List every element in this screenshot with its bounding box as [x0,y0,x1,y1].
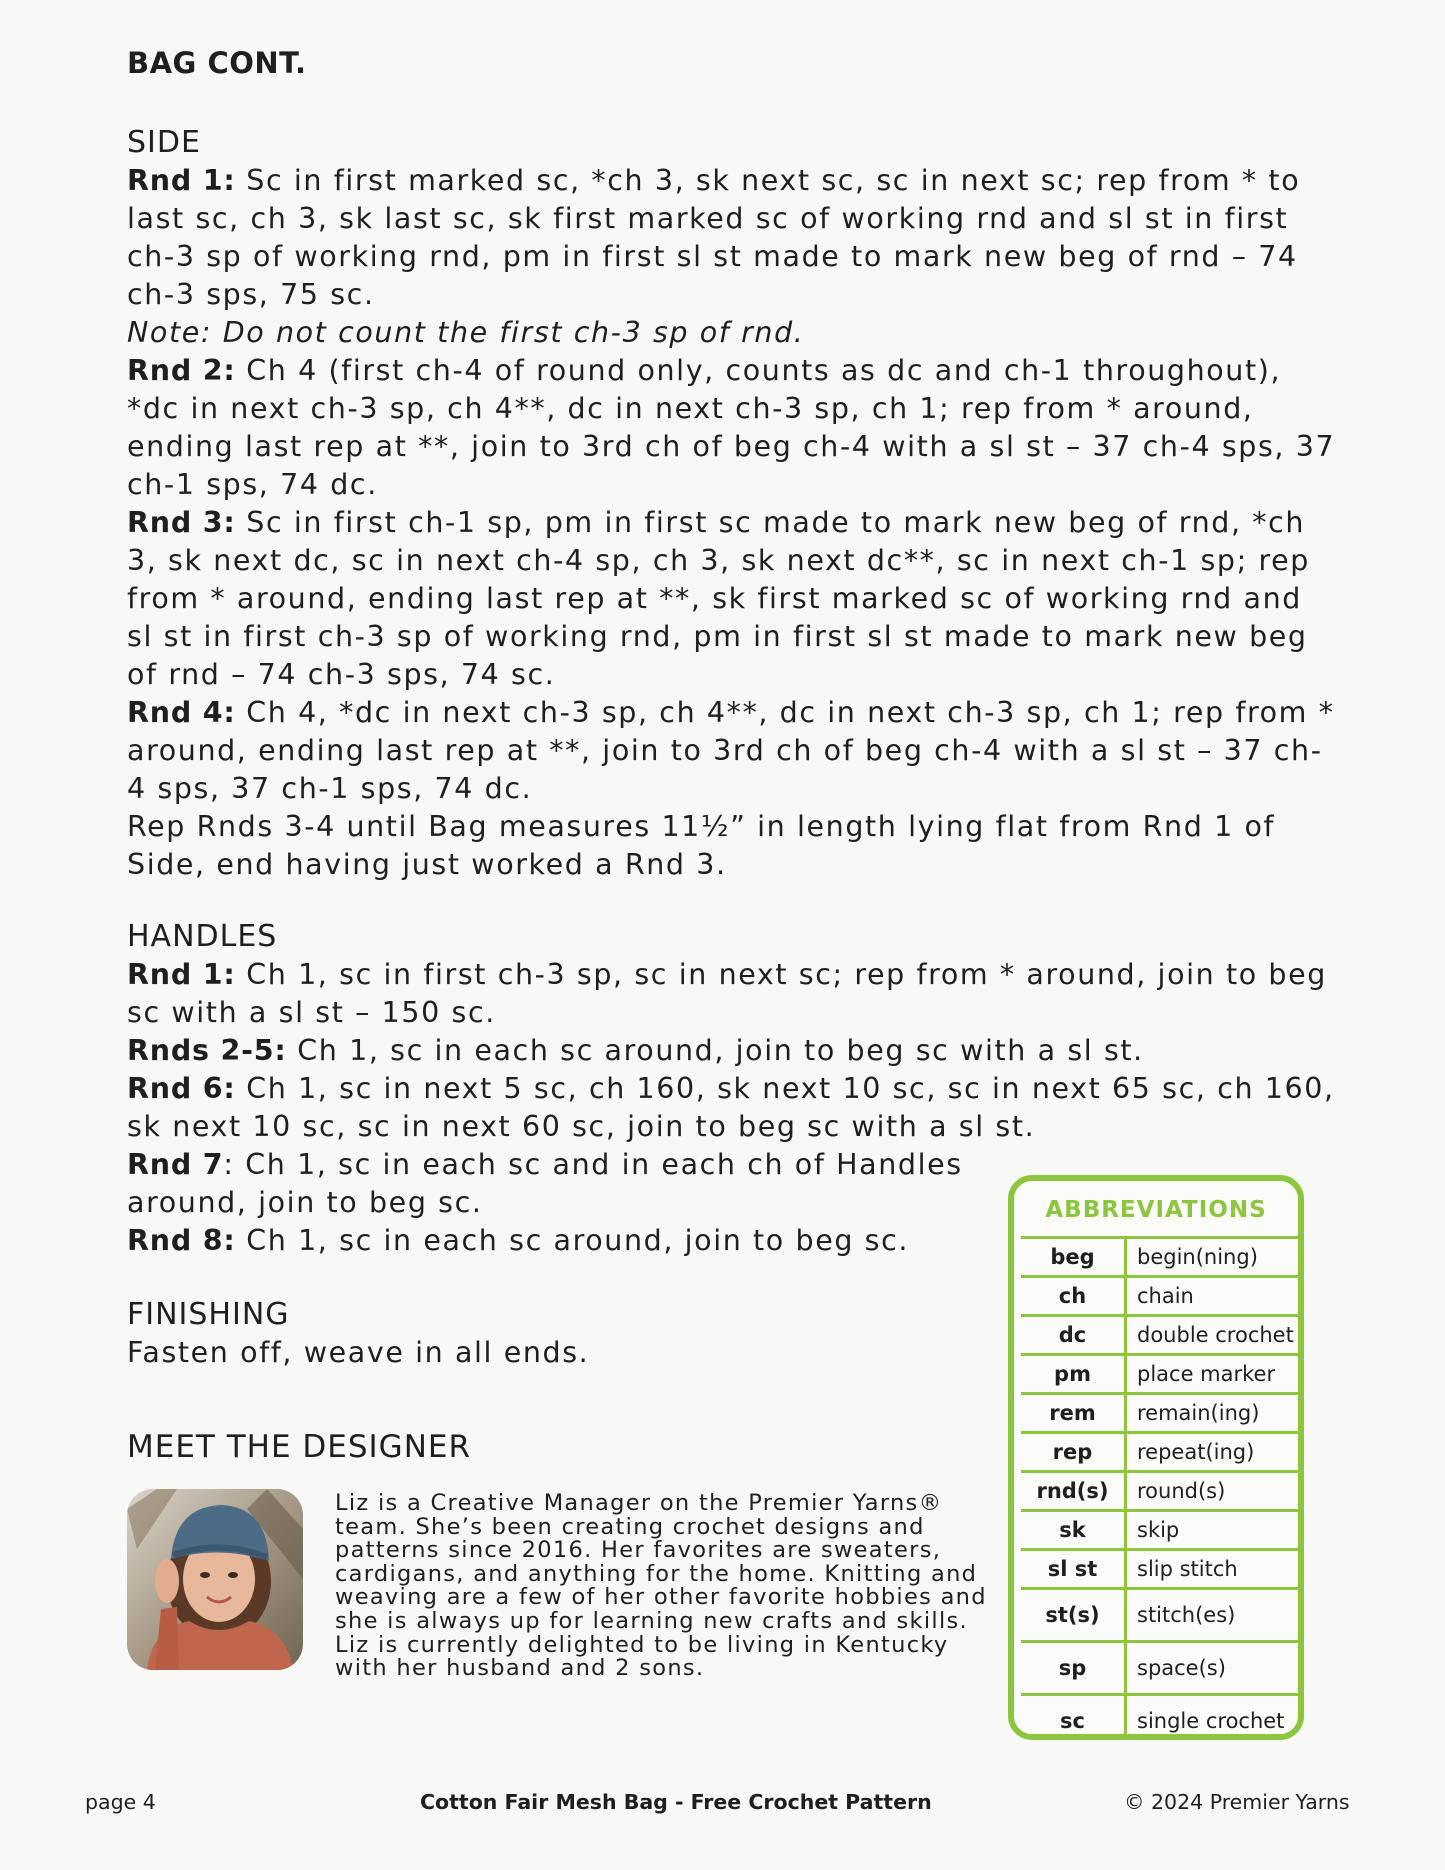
rnd-label: Rnd 2: [127,354,236,387]
abbr-meaning: place marker [1126,1355,1305,1394]
designer-title: MEET THE DESIGNER [127,1429,472,1465]
abbreviations-title: ABBREVIATIONS [1045,1197,1267,1223]
rnd-label: Rnd 8: [127,1224,236,1257]
abbr-meaning: single crochet [1126,1695,1305,1741]
abbr-term: rep [1021,1433,1126,1472]
finishing-title: FINISHING [127,1297,290,1332]
side-instructions [127,162,1337,884]
rnd-label: Rnd 1: [127,958,236,991]
footer-page-number: page 4 [85,1790,156,1814]
abbr-row [1021,1238,1304,1277]
abbreviations-table [1021,1236,1304,1740]
abbr-term: sl st [1021,1550,1126,1589]
rnd-text: Ch 1, sc in each sc around, join to beg sc with a sl st. [286,1034,1144,1067]
footer-pattern-title: Cotton Fair Mesh Bag - Free Crochet Pattern [420,1790,932,1814]
abbr-term: sc [1021,1695,1126,1741]
handles-rnd2-5 [127,1032,1347,1070]
rnd-text-continued: around, join to beg sc. [127,1186,483,1219]
side-rnd3 [127,504,1337,694]
abbr-term: rnd(s) [1021,1472,1126,1511]
side-title: SIDE [127,125,201,160]
handles-rnd6 [127,1070,1347,1146]
abbr-row [1021,1394,1304,1433]
side-rnd1 [127,162,1337,314]
handles-rnd1 [127,956,1347,1032]
side-section [127,124,1337,884]
abbreviations-box [1008,1175,1304,1740]
abbr-meaning: round(s) [1126,1472,1305,1511]
abbr-term: rem [1021,1394,1126,1433]
abbr-row [1021,1355,1304,1394]
handles-title: HANDLES [127,919,278,954]
abbr-row [1021,1695,1304,1741]
rnd-label: Rnd 7 [127,1148,224,1181]
abbr-meaning: skip [1126,1511,1305,1550]
finishing-text: Fasten off, weave in all ends. [127,1336,590,1369]
abbr-term: ch [1021,1277,1126,1316]
abbr-row [1021,1433,1304,1472]
rnd-text: Sc in first ch-1 sp, pm in first sc made to mark new beg of rnd, *ch 3, sk next dc, sc in next ch-4 sp, ch 3, sk next dc**, sc in next ch-1 sp; rep from * around, ending last rep at **, sk first marked sc of working rnd and sl st in first ch-3 sp of working rnd, pm in first sl st made to mark new beg of rnd – 74 ch-3 sps, 74 sc. [127,506,1310,691]
rnd-text: : Ch 1, sc in each sc and in each ch of Handles [223,1148,963,1181]
abbr-meaning: double crochet [1126,1316,1305,1355]
abbr-row [1021,1511,1304,1550]
footer-copyright: © 2024 Premier Yarns [1124,1790,1350,1814]
rnd-label: Rnd 6: [127,1072,236,1105]
rnd-text: Ch 1, sc in next 5 sc, ch 160, sk next 10 sc, sc in next 65 sc, ch 160, sk next 10 sc, sc in next 60 sc, join to beg sc with a sl st. [127,1072,1335,1143]
rnd-label: Rnd 1: [127,164,236,197]
rnd-text: Sc in first marked sc, *ch 3, sk next sc, sc in next sc; rep from * to last sc, ch 3, sk last sc, sk first marked sc of working rnd and sl st in first ch-3 sp of working rnd, pm in first sl st made to mark new beg of rnd – 74 ch-3 sps, 75 sc. [127,164,1301,311]
abbr-row [1021,1550,1304,1589]
designer-bio: Liz is a Creative Manager on the Premier Yarns® team. She’s been creating crochet designs and patterns since 2016. Her favorites are sweaters, cardigans, and anything for the home. Knitting and weaving are a few of her other favorite hobbies and she is always up for learning new crafts and skills. Liz is currently delighted to be living in Kentucky with her husband and 2 sons. [335,1490,987,1682]
abbr-meaning: begin(ning) [1126,1238,1305,1277]
finishing-section [127,1296,927,1372]
abbr-meaning: slip stitch [1126,1550,1305,1589]
abbr-term: dc [1021,1316,1126,1355]
abbr-row [1021,1472,1304,1511]
rnd-label: Rnd 4: [127,696,236,729]
abbr-meaning: remain(ing) [1126,1394,1305,1433]
designer-photo [127,1489,303,1670]
abbr-row [1021,1589,1304,1642]
abbr-row [1021,1277,1304,1316]
side-rnd4 [127,694,1337,808]
abbr-meaning: stitch(es) [1126,1589,1305,1642]
rnd-text: Ch 4, *dc in next ch-3 sp, ch 4**, dc in next ch-3 sp, ch 1; rep from * around, ending last rep at **, join to 3rd ch of beg ch-4 with a sl st – 37 ch-4 sps, 37 ch-1 sps, 74 dc. [127,696,1335,805]
rnd-label: Rnds 2-5: [127,1034,287,1067]
abbr-term: st(s) [1021,1589,1126,1642]
side-note: Note: Do not count the first ch-3 sp of rnd. [127,316,805,349]
rnd-label: Rnd 3: [127,506,236,539]
abbr-meaning: chain [1126,1277,1305,1316]
rnd-text: Ch 4 (first ch-4 of round only, counts as dc and ch-1 throughout), *dc in next ch-3 sp, ch 4**, dc in next ch-3 sp, ch 1; rep from * around, ending last rep at **, join to 3rd ch of beg ch-4 with a sl st – 37 ch-4 sps, 37 ch-1 sps, 74 dc. [127,354,1336,501]
abbr-term: beg [1021,1238,1126,1277]
rnd-text: Ch 1, sc in first ch-3 sp, sc in next sc; rep from * around, join to beg sc with a sl st – 150 sc. [127,958,1327,1029]
abbr-row [1021,1642,1304,1695]
side-repeat: Rep Rnds 3-4 until Bag measures 11½” in length lying flat from Rnd 1 of Side, end having just worked a Rnd 3. [127,810,1276,881]
abbr-row [1021,1316,1304,1355]
abbr-term: sp [1021,1642,1126,1695]
abbr-term: sk [1021,1511,1126,1550]
abbr-term: pm [1021,1355,1126,1394]
designer-photo-illustration [127,1489,303,1670]
abbr-meaning: space(s) [1126,1642,1305,1695]
abbr-meaning: repeat(ing) [1126,1433,1305,1472]
side-rnd2 [127,352,1337,504]
page-heading: BAG CONT. [127,46,307,80]
rnd-text: Ch 1, sc in each sc around, join to beg sc. [235,1224,910,1257]
